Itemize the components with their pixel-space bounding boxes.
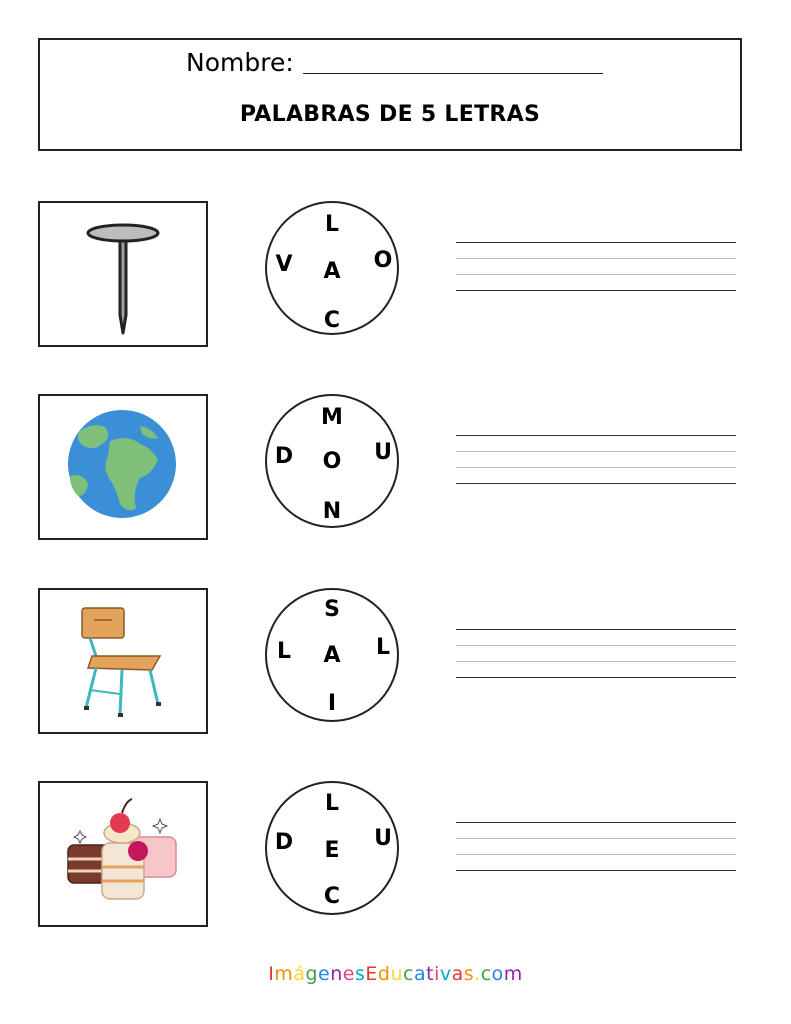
- worksheet-header: [38, 38, 742, 151]
- letter-circle: [265, 201, 399, 335]
- letter: V: [275, 252, 293, 277]
- letter: L: [276, 639, 292, 664]
- letter: A: [323, 259, 341, 284]
- letter: L: [324, 212, 340, 237]
- exercise-row-3: [0, 588, 791, 738]
- letter: S: [324, 597, 340, 622]
- chair-icon: [40, 590, 206, 732]
- letter: O: [322, 449, 342, 474]
- letter: N: [322, 499, 342, 524]
- nail-icon: [40, 203, 206, 345]
- letter: M: [321, 405, 343, 430]
- letter: I: [327, 691, 337, 716]
- earth-image-box: [38, 394, 208, 540]
- letter-circle: [265, 394, 399, 528]
- exercise-row-1: [0, 201, 791, 351]
- letter: E: [324, 838, 340, 863]
- letter: U: [374, 440, 392, 465]
- pastries-image-box: [38, 781, 208, 927]
- letter-circle: [265, 588, 399, 722]
- letter: O: [373, 248, 393, 273]
- name-write-line[interactable]: [303, 73, 603, 74]
- site-credit: [0, 963, 791, 985]
- nail-image-box: [38, 201, 208, 347]
- letter: C: [323, 884, 341, 909]
- worksheet-title: PALABRAS DE 5 LETRAS: [239, 102, 541, 127]
- letter: L: [324, 791, 340, 816]
- letter: C: [323, 308, 341, 333]
- letter: D: [274, 830, 294, 855]
- exercise-row-2: [0, 394, 791, 544]
- earth-globe-icon: [40, 396, 206, 538]
- letter-circle: [265, 781, 399, 915]
- name-label: Nombre:: [186, 48, 294, 77]
- letter: D: [274, 444, 294, 469]
- letter: A: [323, 643, 341, 668]
- exercise-row-4: [0, 781, 791, 931]
- letter: L: [375, 635, 391, 660]
- site-credit-text: ImágenesEducativas.com: [268, 963, 523, 985]
- letter: U: [374, 826, 392, 851]
- chair-image-box: [38, 588, 208, 734]
- pastries-icon: [40, 783, 206, 925]
